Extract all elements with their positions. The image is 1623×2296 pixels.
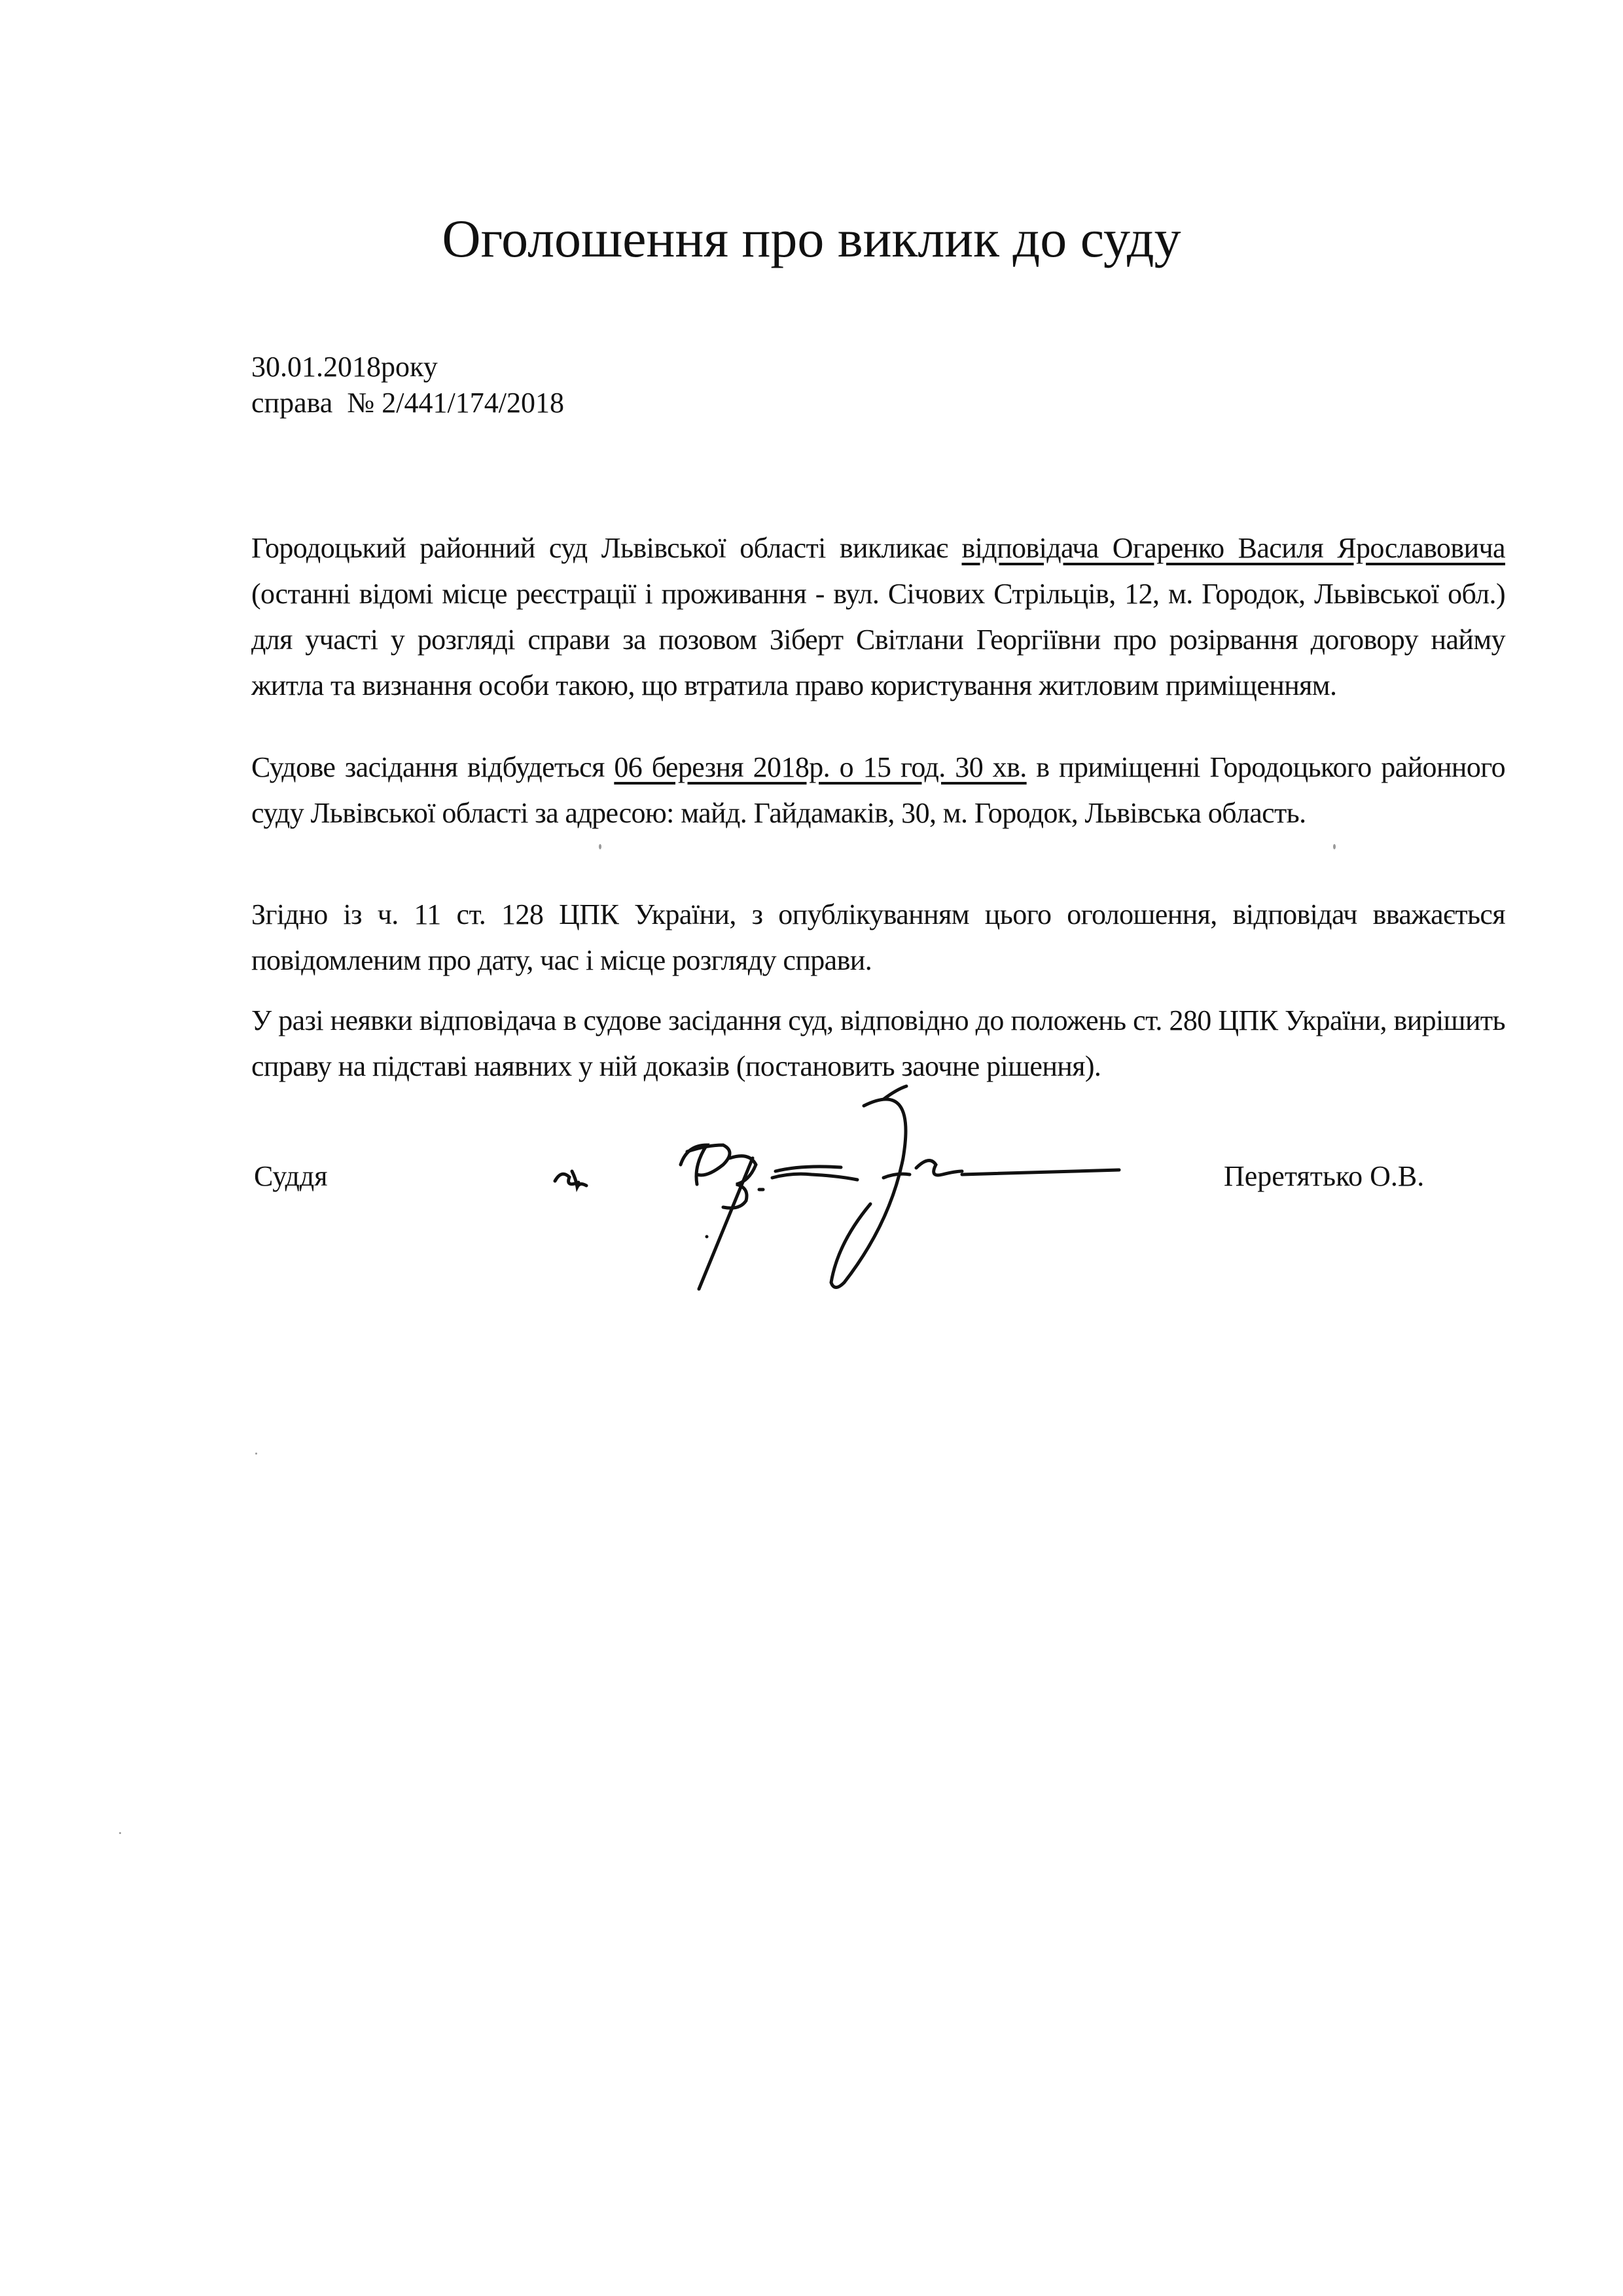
- scan-speck: [119, 1832, 121, 1834]
- scan-speck: [255, 1453, 257, 1455]
- hearing-datetime: 06 березня 2018р. о 15 год. 30 хв.: [614, 751, 1027, 783]
- paragraph-notification: Згідно із ч. 11 ст. 128 ЦПК України, з опублікуванням цього оголошення, відповідач вважається повідомленим про дату, час і місце розгляду справи.: [251, 898, 1505, 976]
- document-date: 30.01.2018року: [251, 351, 438, 383]
- judge-role-label: Суддя: [254, 1160, 328, 1192]
- summons-text-end: (останні відомі місце реєстрації і проживання - вул. Січових Стрільців, 12, м. Городок, Львівської обл.) для участі у розгляді справи за позовом Зіберт Світлани Георгіївни про розірвання договору найму житла та визнання особи такою, що втратила право користування житловим приміщенням.: [251, 578, 1505, 701]
- hearing-text-start: Судове засідання відбудеться: [251, 751, 615, 783]
- document-title: Оголошення про виклик до суду: [442, 209, 1181, 268]
- defendant-name: відповідача Огаренко Василя Ярославовича: [961, 532, 1505, 564]
- paragraph-summons: [251, 525, 1505, 709]
- paragraph-default-judgment: У разі неявки відповідача в судове засідання суд, відповідно до положень ст. 280 ЦПК України, вирішить справу на підставі наявних у ній доказів (постановить заочне рішення).: [251, 1004, 1505, 1082]
- paragraph-hearing: [251, 745, 1505, 836]
- scan-speck: [599, 844, 601, 849]
- judge-name: Перетятько О.В.: [1224, 1160, 1425, 1192]
- summons-text-start: Городоцький районний суд Львівської області викликає: [251, 532, 962, 564]
- hearing-text-end: в приміщенні Городоцького районного суду Львівської області за адресою: майд. Гайдамаків, 30, м. Городок, Львівська область.: [251, 751, 1505, 829]
- case-number: справа № 2/441/174/2018: [251, 387, 564, 419]
- handwritten-signature: [543, 1073, 1132, 1309]
- scan-speck: [1333, 844, 1336, 849]
